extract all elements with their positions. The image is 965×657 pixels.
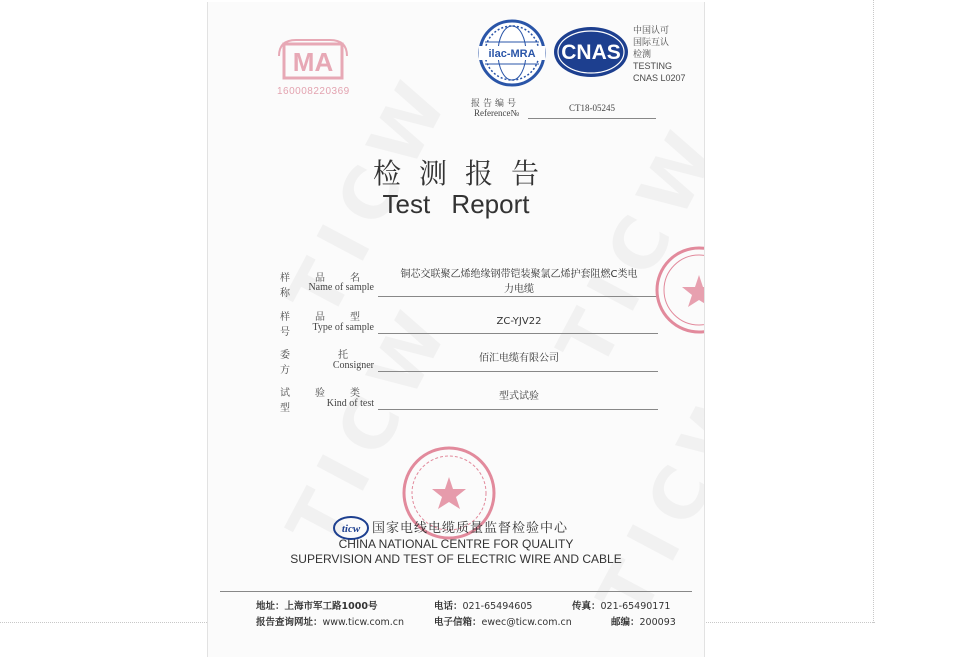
sample-name-underline [378, 296, 658, 297]
sample-type-value: ZC-YJV22 [496, 316, 542, 327]
sample-type-label-cn: 样品型号 [280, 312, 374, 338]
inspection-stamp-icon [654, 245, 705, 335]
svg-text:ilac-MRA: ilac-MRA [488, 48, 536, 60]
consigner-label-cn: 委托方 [280, 350, 374, 376]
consigner-value: 佰汇电缆有限公司 [479, 353, 559, 364]
cma-code: 160008220369 [277, 86, 350, 97]
footer-address: 地址：上海市军工路1000号 [256, 601, 378, 612]
sample-name-label-cn: 样品名称 [280, 273, 374, 299]
footer-website: 报告查询网址：www.ticw.com.cn [256, 617, 405, 628]
consigner-label-en: Consigner [332, 360, 374, 371]
footer-phone: 电话：021-65494605 [434, 601, 533, 612]
reference-label-en: Reference№ [474, 108, 520, 118]
organization-name-en-line1: CHINA NATIONAL CENTRE FOR QUALITY [338, 537, 574, 551]
footer-postcode: 邮编：200093 [611, 617, 676, 628]
cnas-logo-icon [552, 24, 630, 80]
svg-text:ticw: ticw [341, 523, 361, 535]
ilac-mra-globe-icon [476, 18, 548, 88]
sample-type-label-en: Type of sample [312, 322, 374, 333]
organization-name-en-line2: SUPERVISION AND TEST OF ELECTRIC WIRE AND CABLE [290, 552, 622, 566]
svg-text:MA: MA [292, 47, 334, 77]
test-kind-underline [378, 409, 658, 410]
test-kind-value: 型式试验 [499, 391, 539, 402]
report-title-cn: 检测报告 [372, 157, 557, 190]
sample-name-label-en: Name of sample [308, 282, 374, 293]
sample-name-value-line1: 铜芯交联聚乙烯绝缘钢带铠装聚氯乙烯护套阻燃C类电 [400, 269, 638, 280]
test-kind-label-cn: 试验类型 [280, 388, 374, 414]
test-kind-label-en: Kind of test [326, 398, 374, 409]
footer-divider [220, 591, 692, 592]
cma-seal-icon [276, 36, 350, 86]
reference-label-cn: 报告编号 [471, 99, 520, 109]
consigner-underline [378, 371, 658, 372]
ticw-watermark [541, 108, 705, 381]
page-border-right [873, 0, 874, 623]
cnas-accreditation-text: 中国认可 国际互认 检测 TESTING CNAS L0207 [633, 25, 686, 83]
reference-number: CT18-05245 [569, 103, 615, 113]
report-cover-page [207, 2, 705, 657]
organization-name-cn: 国家电线电缆质量监督检验中心 [372, 521, 569, 536]
sample-name-value-line2: 力电缆 [504, 284, 534, 295]
svg-text:CNAS: CNAS [561, 41, 621, 64]
footer-fax: 传真：021-65490171 [572, 601, 671, 612]
reference-underline [528, 118, 656, 119]
report-title-en: Test Report [382, 189, 530, 219]
sample-type-underline [378, 333, 658, 334]
footer-email: 电子信箱：ewec@ticw.com.cn [434, 617, 572, 628]
